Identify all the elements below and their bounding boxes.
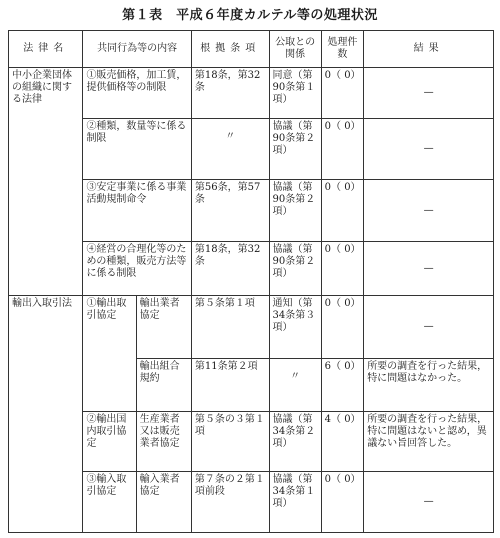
result-cell: — (364, 296, 494, 359)
result-cell: — (364, 68, 494, 119)
basis-cell: 第５条第１項 (191, 296, 269, 359)
header-act: 共同行為等の内容 (83, 31, 191, 68)
relation-cell: 同意（第90条第１項） (269, 68, 321, 119)
table-row (9, 296, 494, 359)
law-cell-empty (9, 359, 83, 412)
table-row (9, 119, 494, 180)
cartel-table (8, 30, 494, 533)
result-cell: — (364, 180, 494, 242)
basis-cell: 第７条の２第１項前段 (191, 472, 269, 533)
relation-cell: 通知（第34条第３項） (269, 296, 321, 359)
result-cell: 所要の調査を行った結果，特に問題はなかった。 (364, 359, 494, 412)
act-sub-cell: 生産業者又は販売業者協定 (136, 412, 191, 472)
relation-cell: 協議（第90条第２項） (269, 119, 321, 180)
law-cell-empty (9, 242, 83, 296)
act-sub-cell: 輸出業者協定 (136, 296, 191, 359)
count-cell: 0（ 0） (321, 180, 364, 242)
count-cell: 0（ 0） (321, 68, 364, 119)
table-row (9, 359, 494, 412)
count-cell: 4（ 0） (321, 412, 364, 472)
table-row (9, 472, 494, 533)
result-cell: — (364, 119, 494, 180)
relation-cell: 〃 (269, 359, 321, 412)
header-result: 結果 (364, 31, 494, 68)
relation-cell: 協議（第34条第２項） (269, 412, 321, 472)
act-cell: ③安定事業に係る事業活動規制命令 (83, 180, 191, 242)
act-cell: ④経営の合理化等のための種類，販売方法等に係る制限 (83, 242, 191, 296)
law-cell: 輸出入取引法 (9, 296, 83, 359)
act-sub-cell: 輸出組合規約 (136, 359, 191, 412)
header-row (9, 31, 494, 68)
law-cell-empty (9, 119, 83, 180)
basis-cell: 第18条，第32条 (191, 242, 269, 296)
result-cell: — (364, 472, 494, 533)
count-cell: 6（ 0） (321, 359, 364, 412)
table-row (9, 180, 494, 242)
act-main-cell: ③輸入取引協定 (83, 472, 136, 533)
law-cell: 中小企業団体の組織に関する法律 (9, 68, 83, 119)
basis-cell: 〃 (191, 119, 269, 180)
count-cell: 0（ 0） (321, 119, 364, 180)
header-law: 法律名 (9, 31, 83, 68)
basis-cell: 第11条第２項 (191, 359, 269, 412)
act-main-cell: ①輸出取引協定 (83, 296, 136, 412)
header-relation: 公取との関係 (269, 31, 321, 68)
result-cell: — (364, 242, 494, 296)
basis-cell: 第18条，第32条 (191, 68, 269, 119)
law-cell-empty (9, 412, 83, 472)
header-basis: 根拠条項 (191, 31, 269, 68)
count-cell: 0（ 0） (321, 242, 364, 296)
law-cell-empty (9, 180, 83, 242)
table-title: 第１表 平成６年度カルテル等の処理状況 (122, 8, 378, 23)
act-sub-cell: 輸入業者協定 (136, 472, 191, 533)
relation-cell: 協議（第90条第２項） (269, 242, 321, 296)
header-count: 処理件数 (321, 31, 364, 68)
act-cell: ②種類，数量等に係る制限 (83, 119, 191, 180)
relation-cell: 協議（第90条第２項） (269, 180, 321, 242)
table-row (9, 412, 494, 472)
table-row (9, 242, 494, 296)
law-cell-empty (9, 472, 83, 533)
basis-cell: 第５条の３第１項 (191, 412, 269, 472)
act-cell: ①販売価格，加工賃，提供価格等の制限 (83, 68, 191, 119)
act-main-cell: ②輸出国内取引協定 (83, 412, 136, 472)
result-cell: 所要の調査を行った結果，特に問題はないと認め，異議ない旨回答した。 (364, 412, 494, 472)
count-cell: 0（ 0） (321, 296, 364, 359)
count-cell: 0（ 0） (321, 472, 364, 533)
relation-cell: 協議（第34条第１項） (269, 472, 321, 533)
table-row (9, 68, 494, 119)
basis-cell: 第56条，第57条 (191, 180, 269, 242)
